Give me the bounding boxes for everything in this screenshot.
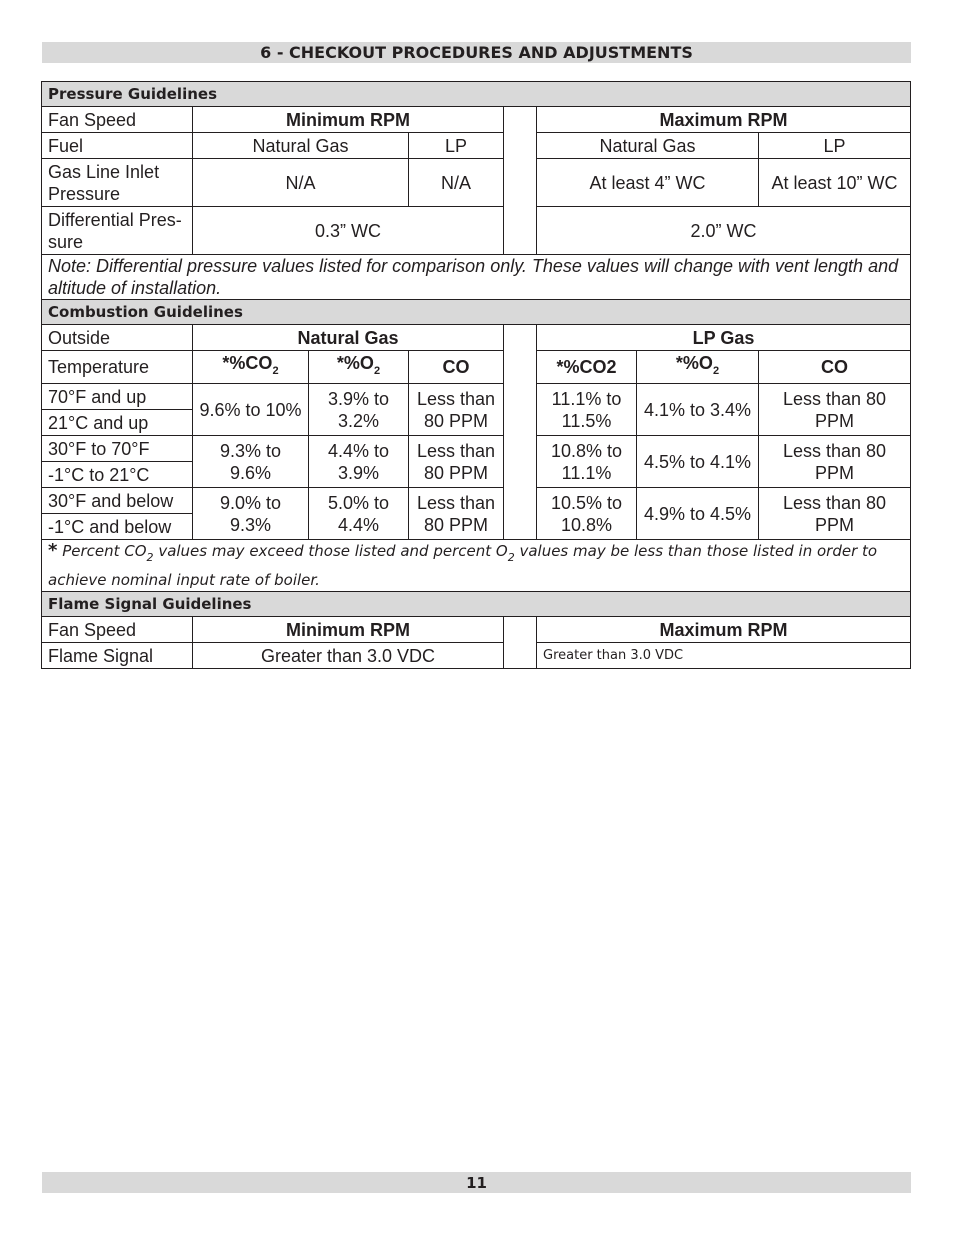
ng-co-header: CO xyxy=(409,351,504,384)
section-header: 6 - CHECKOUT PROCEDURES AND ADJUSTMENTS xyxy=(42,42,911,63)
gas-line-max-ng: At least 4” WC xyxy=(537,159,759,207)
ng-o2-value: 4.4% to 3.9% xyxy=(309,436,409,488)
ng-co2-value: 9.0% to 9.3% xyxy=(193,488,309,540)
gas-line-min-ng: N/A xyxy=(193,159,409,207)
ng-o2-value: 5.0% to 4.4% xyxy=(309,488,409,540)
lp-co-header: CO xyxy=(759,351,911,384)
flame-fan-speed-label: Fan Speed xyxy=(42,617,193,643)
lp-o2-value: 4.9% to 4.5% xyxy=(637,488,759,540)
ng-co-value: Less than 80 PPM xyxy=(409,436,504,488)
ng-co2-header: $*\%CO_2$ xyxy=(193,351,309,384)
fuel-label: Fuel xyxy=(42,133,193,159)
outside-label: Outside xyxy=(42,325,193,351)
flame-min-rpm-header: Minimum RPM xyxy=(193,617,504,643)
flame-signal-label: Flame Signal xyxy=(42,643,193,669)
flame-max-rpm-header: Maximum RPM xyxy=(537,617,911,643)
temp-fahrenheit: 70°F and up xyxy=(42,384,193,410)
lp-co2-value: 11.1% to 11.5% xyxy=(537,384,637,436)
lp-o2-header: $*\%O_2$ xyxy=(637,351,759,384)
ng-o2-header: $*\%O_2$ xyxy=(309,351,409,384)
pressure-note: Note: Differential pressure values listed for comparison only. These values will change with vent length and altitude of installation. xyxy=(42,255,911,300)
lp-gas-header: LP Gas xyxy=(537,325,911,351)
lp-co-value: Less than 80 PPM xyxy=(759,384,911,436)
flame-section-title: Flame Signal Guidelines xyxy=(42,592,911,617)
max-rpm-header: Maximum RPM xyxy=(537,107,911,133)
flame-signal-max: Greater than 3.0 VDC xyxy=(537,643,911,669)
table-row xyxy=(42,488,911,514)
column-spacer xyxy=(504,107,537,255)
page-number: 11 xyxy=(42,1172,911,1193)
gas-line-min-lp: N/A xyxy=(409,159,504,207)
column-spacer xyxy=(504,617,537,669)
gas-line-label: Gas Line Inlet Pressure xyxy=(42,159,193,207)
natural-gas-header: Natural Gas xyxy=(193,325,504,351)
column-spacer xyxy=(504,325,537,540)
temp-fahrenheit: 30°F and below xyxy=(42,488,193,514)
ng-co-value: Less than 80 PPM xyxy=(409,488,504,540)
temp-celsius: -1°C and below xyxy=(42,514,193,540)
temp-fahrenheit: 30°F to 70°F xyxy=(42,436,193,462)
table-row xyxy=(42,436,911,462)
differential-pressure-label: Differential Pres-sure xyxy=(42,207,193,255)
gas-line-max-lp: At least 10” WC xyxy=(759,159,911,207)
lp-co-value: Less than 80 PPM xyxy=(759,436,911,488)
lp-o2-value: 4.1% to 3.4% xyxy=(637,384,759,436)
table-row xyxy=(42,384,911,410)
min-rpm-header: Minimum RPM xyxy=(193,107,504,133)
lp-co2-header: *%CO2 xyxy=(537,351,637,384)
lp-co2-value: 10.8% to 11.1% xyxy=(537,436,637,488)
ng-co-value: Less than 80 PPM xyxy=(409,384,504,436)
max-lp-header: LP xyxy=(759,133,911,159)
pressure-section-title: Pressure Guidelines xyxy=(42,82,911,107)
guidelines-table xyxy=(41,81,911,669)
max-natural-gas-header: Natural Gas xyxy=(537,133,759,159)
temp-celsius: -1°C to 21°C xyxy=(42,462,193,488)
min-natural-gas-header: Natural Gas xyxy=(193,133,409,159)
lp-co-value: Less than 80 PPM xyxy=(759,488,911,540)
ng-co2-value: 9.3% to 9.6% xyxy=(193,436,309,488)
combustion-section-title: Combustion Guidelines xyxy=(42,300,911,325)
differential-min: 0.3” WC xyxy=(193,207,504,255)
ng-o2-value: 3.9% to 3.2% xyxy=(309,384,409,436)
fan-speed-label: Fan Speed xyxy=(42,107,193,133)
lp-co2-value: 10.5% to 10.8% xyxy=(537,488,637,540)
temp-celsius: 21°C and up xyxy=(42,410,193,436)
temperature-label: Temperature xyxy=(42,351,193,384)
differential-max: 2.0” WC xyxy=(537,207,911,255)
ng-co2-value: 9.6% to 10% xyxy=(193,384,309,436)
combustion-footnote: * Percent $CO_2$ values may exceed those listed and percent $O_2$ values may be less than those listed in order to achieve nominal input rate of boiler. xyxy=(42,540,911,592)
lp-o2-value: 4.5% to 4.1% xyxy=(637,436,759,488)
min-lp-header: LP xyxy=(409,133,504,159)
flame-signal-min: Greater than 3.0 VDC xyxy=(193,643,504,669)
